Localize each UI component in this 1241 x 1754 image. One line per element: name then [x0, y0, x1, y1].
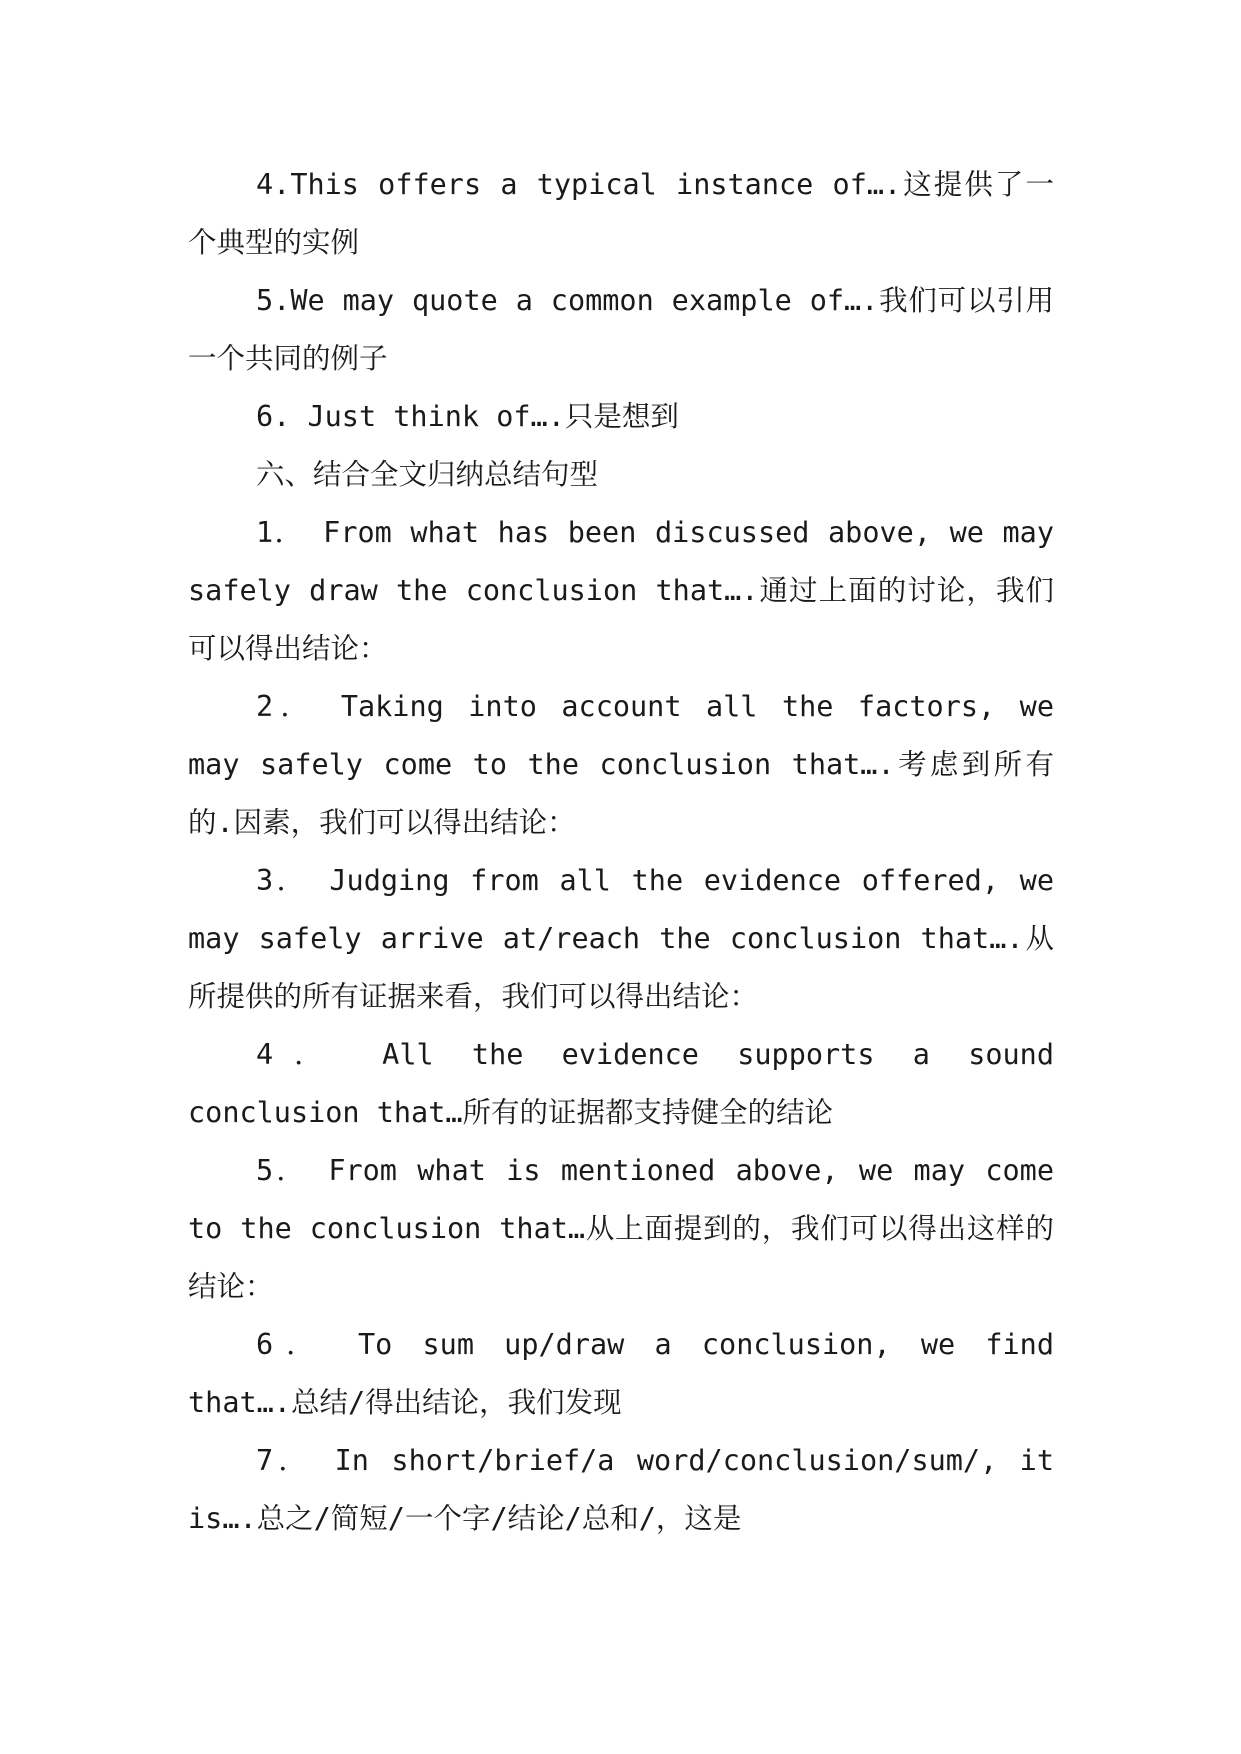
item-5-common-example: 5.We may quote a common example of….我们可以引用一个共同的例子: [188, 284, 1054, 375]
conclusion-item-4: 4． All the evidence supports a sound conclusion that…所有的证据都支持健全的结论: [188, 1038, 1054, 1129]
item-6-just-think: 6. Just think of….只是想到: [256, 400, 679, 433]
item-4-typical-instance: 4.This offers a typical instance of….这提供了一个典型的实例: [188, 168, 1054, 259]
conclusion-item-3: 3． Judging from all the evidence offered, we may safely arrive at/reach the conclusion that….从所提供的所有证据来看，我们可以得出结论：: [188, 864, 1054, 1013]
section-heading-conclusion-patterns: 六、结合全文归纳总结句型: [256, 458, 599, 491]
conclusion-item-6: 6． To sum up/draw a conclusion, we find that….总结/得出结论，我们发现: [188, 1328, 1054, 1419]
conclusion-item-7: 7． In short/brief/a word/conclusion/sum/, it is….总之/简短/一个字/结论/总和/，这是: [188, 1444, 1054, 1535]
document-body: [188, 156, 1054, 1548]
conclusion-item-2: 2． Taking into account all the factors, we may safely come to the conclusion that….考虑到所有的.因素，我们可以得出结论：: [188, 690, 1054, 839]
conclusion-item-5: 5． From what is mentioned above, we may come to the conclusion that…从上面提到的，我们可以得出这样的结论：: [188, 1154, 1054, 1303]
conclusion-item-1: 1． From what has been discussed above, we may safely draw the conclusion that….通过上面的讨论，我们可以得出结论：: [188, 516, 1054, 665]
